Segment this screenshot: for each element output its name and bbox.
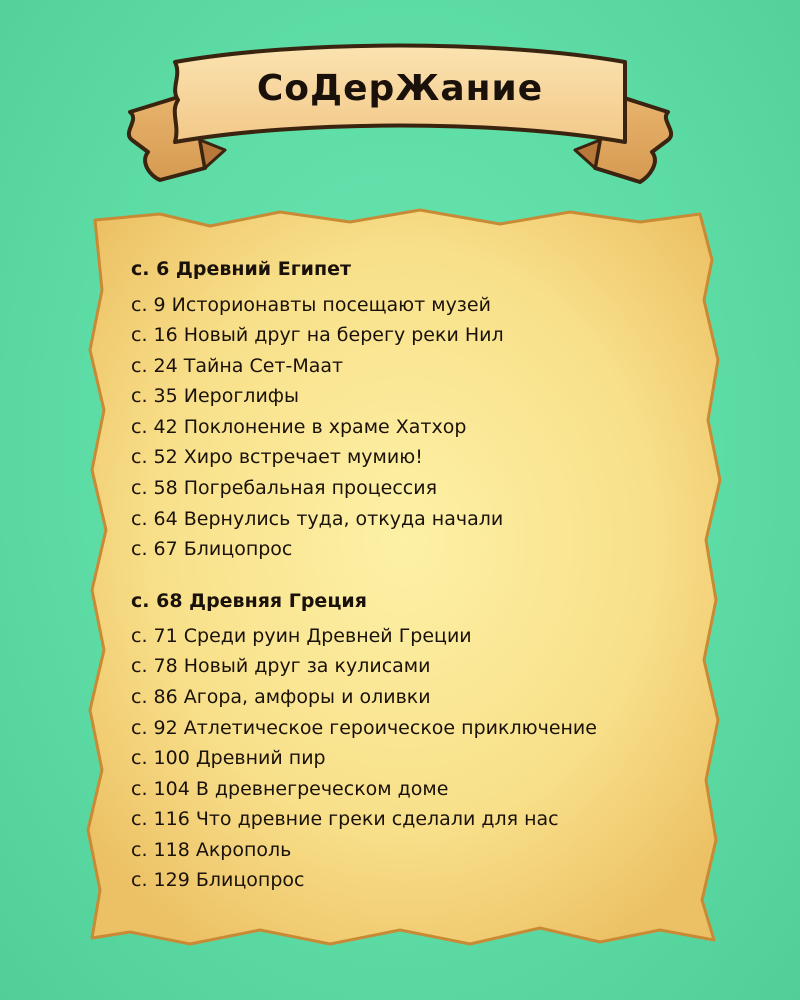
toc-item[interactable]: с. 118 Акрополь [131,839,292,861]
toc-item[interactable]: с. 78 Новый друг за кулисами [131,655,431,677]
toc-item[interactable]: с. 9 Историонавты посещают музей [131,294,491,316]
section-heading-greece[interactable]: с. 68 Древняя Греция [131,590,367,612]
toc-item[interactable]: с. 52 Хиро встречает мумию! [131,446,423,468]
toc-item[interactable]: с. 129 Блицопрос [131,869,305,891]
toc-item[interactable]: с. 58 Погребальная процессия [131,477,438,499]
toc-item[interactable]: с. 24 Тайна Сет-Маат [131,355,344,377]
toc-item[interactable]: с. 86 Агора, амфоры и оливки [131,686,431,708]
toc-item[interactable]: с. 42 Поклонение в храме Хатхор [131,416,467,438]
toc-item[interactable]: с. 64 Вернулись туда, откуда начали [131,508,504,530]
section-heading-egypt[interactable]: с. 6 Древний Египет [131,258,351,280]
toc-item[interactable]: с. 100 Древний пир [131,747,326,769]
toc-item[interactable]: с. 116 Что древние греки сделали для нас [131,808,559,830]
toc-item[interactable]: с. 16 Новый друг на берегу реки Нил [131,324,504,346]
toc-item[interactable]: с. 104 В древнегреческом доме [131,778,449,800]
toc-item[interactable]: с. 35 Иероглифы [131,385,300,407]
toc-item[interactable]: с. 67 Блицопрос [131,538,293,560]
toc-item[interactable]: с. 71 Среди руин Древней Греции [131,625,472,647]
toc-item[interactable]: с. 92 Атлетическое героическое приключение [131,717,597,739]
page-title: СоДерЖание [256,68,544,109]
